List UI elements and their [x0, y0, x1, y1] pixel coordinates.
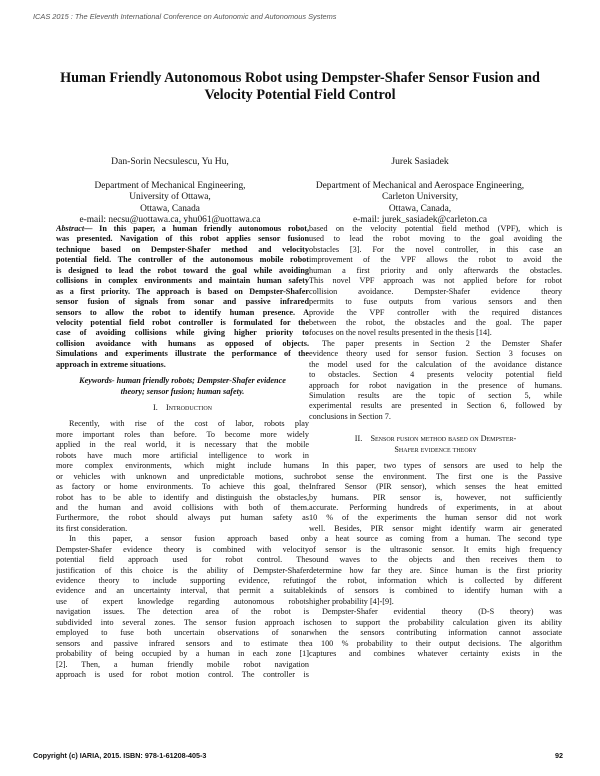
author-affiliation-line: University of Ottawa,: [129, 192, 211, 202]
body-line: a 100 % probability to their output decisions. The algorithm: [309, 638, 562, 648]
body-line: sensors and passive infrared sensors and to estimate the: [56, 638, 309, 648]
body-line: approach for robot navigation in the presence of humans.: [309, 380, 562, 390]
body-line: improvement of the VPF allows the robot to avoid the: [309, 255, 562, 265]
conference-header: ICAS 2015 : The Eleventh International Conference on Autonomic and Autonomous Systems: [33, 12, 337, 21]
body-line: obstacles [3]. For the novel controller, in this case an: [309, 244, 562, 254]
abstract-line: sensor fusion of signals from sonar and passive infrared: [56, 297, 309, 307]
author-email: e-mail: necsu@uottawa.ca, yhu061@uottawa.ca: [79, 215, 261, 225]
body-line: potential field approach used for robot control. The: [56, 555, 309, 565]
abstract-line: velocity potential field robot controller is formulated for the: [56, 317, 309, 327]
intro-continued: [309, 224, 562, 339]
body-line: between the robot, the obstacles and the goal. The paper: [309, 317, 562, 327]
body-line: 10 % of the experiments the human sensor did not work: [309, 513, 562, 523]
abstract-line: approach in extreme situations.: [56, 359, 166, 369]
body-line: The paper presents in Section 2 the Demster Shafer: [322, 338, 562, 348]
body-line: evidence and an uncertainty interval, that permit a suitable: [56, 586, 309, 596]
copyright-footer: Copyright (c) IARIA, 2015. ISBN: 978-1-61208-405-3: [33, 751, 207, 760]
abstract-line: is designed to lead the robot toward the goal while avoiding: [56, 265, 309, 275]
body-line: employed to fuse both uncertain observations of sonar: [56, 628, 309, 638]
body-line: navigation issues. The detection area of the robot is: [56, 607, 309, 617]
body-line: its first consideration.: [56, 523, 128, 533]
section-title: Introduction: [165, 403, 213, 412]
abstract-label: Abstract: [56, 224, 85, 233]
body-line: or vehicles with unknown and unpredictable motions, such: [56, 471, 309, 481]
section-title-line: Shafer evidence theory: [394, 444, 477, 454]
body-line: captures and combines whatever certainty exists in the: [309, 649, 562, 659]
body-line: Recently, with rise of the cost of labor, robots play: [69, 419, 309, 429]
abstract-line: technique based on Dempster-Shafer method and velocity: [56, 244, 309, 254]
author-block-left: [60, 156, 280, 227]
title-line: Human Friendly Autonomous Robot using Dempster-Shafer Sensor Fusion and: [60, 70, 540, 86]
body-line: when the sensors contributing information cannot associate: [309, 628, 562, 638]
paper-outline: [309, 339, 562, 423]
body-line: and the human and avoid collisions with both of them.: [56, 502, 309, 512]
body-line: probability of being occupied by a human in each zone [1]: [56, 649, 309, 659]
body-line: permits to fuse outputs from various sensors and then: [309, 297, 562, 307]
body-line: robot sense the environment. The first one is the Passive: [309, 471, 562, 481]
body-line: experimental results are presented in Section 6, followed by: [309, 401, 562, 411]
body-line: evidence theory to include supporting evidence, refuting: [56, 576, 309, 586]
paper-title: [40, 70, 560, 104]
body-line: human a first priority and only afterwards the obstacles.: [309, 265, 562, 275]
section-heading-introduction: [56, 403, 309, 413]
body-line: robot has to be able to identify and distinguish the obstacles,: [56, 492, 309, 502]
body-line: In this paper, two types of sensors are used to help the: [322, 461, 562, 471]
abstract: [56, 224, 309, 370]
body-line: Infrared Sensor (PIR sensor), which senses the heat emitted: [309, 482, 562, 492]
body-line: by humans. PIR sensor is, however, not sufficiently: [309, 492, 562, 502]
body-line: conclusions in Section 7.: [309, 411, 391, 421]
author-names: Dan-Sorin Necsulescu, Yu Hu,: [111, 156, 229, 167]
body-line: based on the velocity potential field method (VPF), which is: [309, 224, 562, 233]
abstract-line: was presented. Navigation of this robot applies sensor fusion: [56, 234, 309, 244]
section-heading-sensor-fusion: [309, 434, 562, 455]
abstract-line: case of avoiding collisions while giving higher priority to: [56, 328, 309, 338]
body-line: chosen to support the probability calculation given its ability: [309, 617, 562, 627]
body-line: higher probability [4]-[9].: [309, 596, 394, 606]
body-line: of sensor is the ultrasonic sensor. It emits high frequency: [309, 544, 562, 554]
body-line: to obstacles. Section 4 presents velocity potential field: [309, 370, 562, 380]
body-line: as factory or home environments. To achieve this goal, the: [56, 482, 309, 492]
body-line: This novel VPF approach was not applied before for robot: [309, 276, 562, 286]
left-column: [56, 224, 309, 680]
page-number: 92: [555, 751, 563, 760]
body-line: provide the VPF controller with the required distances: [309, 307, 562, 317]
body-line: subdivided into several zones. The sensor fusion approach is: [56, 617, 309, 627]
abstract-line: sensors to allow the robot to identify human presence. A: [56, 307, 309, 317]
body-line: sound waves to the objects and then receives them to: [309, 555, 562, 565]
abstract-line: collisions in complex environments and maintain human safety: [56, 276, 309, 286]
body-line: more complex environments, which might include humans: [56, 461, 309, 471]
author-block-right: [290, 156, 550, 227]
author-affiliation-line: Ottawa, Canada,: [388, 203, 452, 214]
body-line: robots have much more artificial intelligence to work in: [56, 450, 309, 460]
author-names: Jurek Sasiadek: [391, 156, 449, 167]
body-line: of the robot, information which is collected by different: [309, 576, 562, 586]
abstract-line: collision avoidance with humans as opposed of objects.: [56, 338, 309, 348]
abstract-line: as a first priority. The approach is based on Dempster-Shafer: [56, 286, 309, 296]
author-email: e-mail: jurek_sasiadek@carleton.ca: [352, 215, 488, 225]
body-line: justification of this choice is the ability of Dempster-Shafer: [56, 565, 309, 575]
body-line: Dempster-Shafer evidence theory is combined with velocity: [56, 544, 309, 554]
body-line: Simulation results are the topic of section 5, while: [309, 391, 562, 400]
body-line: Furthermore, the robot should always put human safety as: [56, 513, 309, 523]
author-affiliation-line: Ottawa, Canada: [140, 203, 200, 214]
body-line: evidence theory used for sensor fusion. Section 3 focuses on: [309, 349, 562, 359]
body-line: used to lead the robot moving to the goal avoiding the: [309, 234, 562, 244]
author-affiliation-line: Carleton University,: [382, 192, 458, 202]
body-line: determine how far they are. Since human is the first priority: [309, 565, 562, 575]
keywords: [56, 376, 309, 397]
abstract-line: potential field. The controller of the autonomous mobile robot: [56, 255, 309, 265]
section-number: I.: [152, 403, 158, 412]
keywords-line: theory; sensor fusion; human safety.: [120, 386, 245, 396]
body-line: approach is used for robot motion control. The controller is: [56, 669, 309, 679]
body-line: well. Besides, PIR sensor might identify warm air generated: [309, 523, 562, 533]
section2-body: [309, 461, 562, 659]
body-line: Dempster-Shafer evidential theory (D-S theory) was: [322, 607, 562, 617]
body-line: applied in the real world, it is necessary that the mobile: [56, 440, 309, 450]
section-title-line: II. Sensor fusion method based on Dempster-: [354, 434, 517, 444]
keywords-line: Keywords- human friendly robots; Dempster-Shafer evidence: [79, 376, 286, 386]
body-line: use of expert knowledge regarding autonomous robots: [56, 596, 309, 606]
body-line: focuses on the novel results presented in the thesis [14].: [309, 328, 492, 338]
body-line: more important roles than before. To become more widely: [56, 429, 309, 439]
body-line: collision avoidance. Dempster-Shafer evidence theory: [309, 286, 562, 296]
author-affiliation-line: Department of Mechanical Engineering,: [94, 180, 246, 191]
body-line: accurate. Performing hundreds of experiments, in at about: [309, 502, 562, 512]
body-line: In this paper, a sensor fusion approach based on: [69, 534, 309, 544]
introduction-body: [56, 419, 309, 680]
right-column: [309, 224, 562, 660]
body-line: the model used for the calculation of the avoidance distance: [309, 359, 562, 369]
title-line: Velocity Potential Field Control: [204, 87, 396, 103]
body-line: [2]. Then, a human friendly mobile robot navigation: [56, 659, 309, 669]
body-line: kinds of sensors is combined to identify human with a: [309, 586, 562, 596]
abstract-line: — In this paper, a human friendly autonomous robot,: [84, 224, 309, 233]
body-line: by a heat source as coming from a human. The second type: [309, 534, 562, 544]
author-affiliation-line: Department of Mechanical and Aerospace Engineering,: [315, 180, 525, 191]
abstract-line: Simulations and experiments illustrate the performance of the: [56, 349, 309, 359]
